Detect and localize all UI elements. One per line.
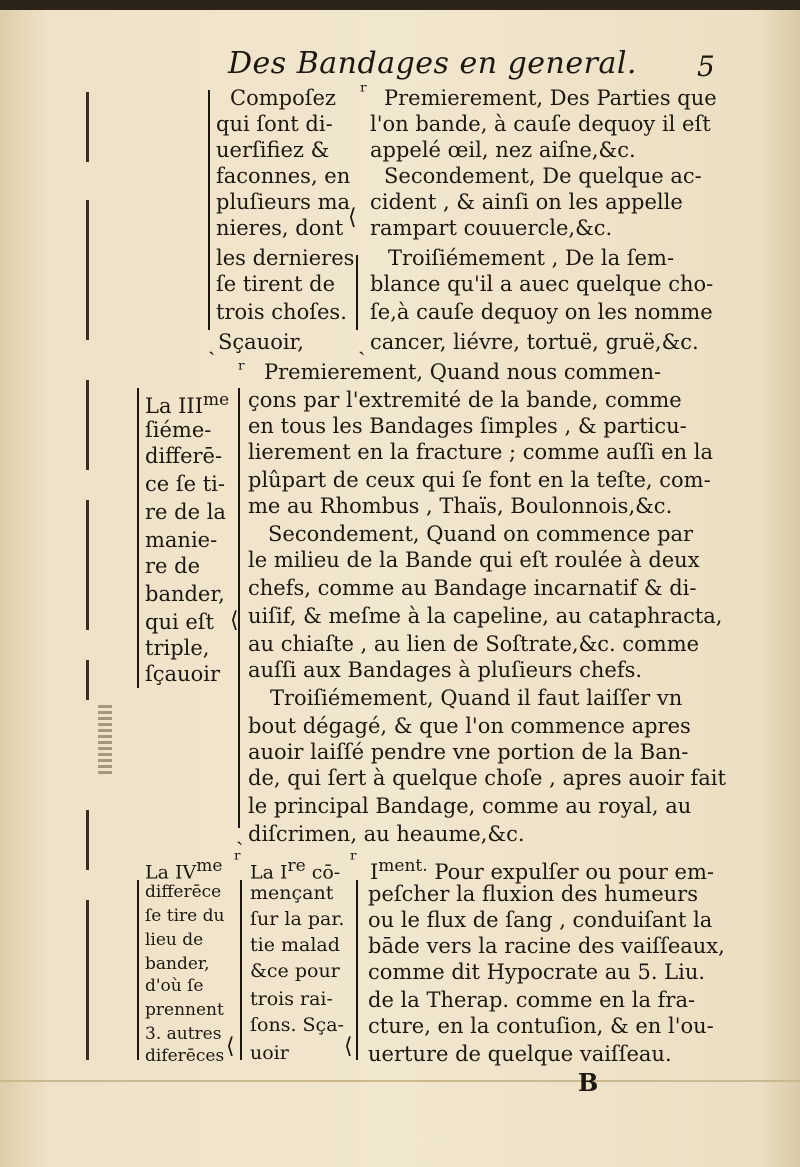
text-line: uiſif, & meſme à la capeline, au cataphracta,: [248, 604, 723, 628]
text-line: le milieu de la Bande qui eſt roulée à deux: [248, 548, 700, 572]
text-line: differēce: [145, 882, 222, 902]
text-line: blance qu'il a auec quelque cho-: [370, 272, 714, 296]
text-line: uerſifiez &: [216, 138, 330, 162]
text-line: nieres, dont: [216, 216, 344, 240]
text-line: Premierement, Des Parties que: [384, 86, 717, 110]
bracket-line: [356, 255, 358, 330]
text-line: ou le flux de ſang , conduiſant la: [368, 908, 713, 932]
text-line: ſe tire du: [145, 906, 225, 926]
text-line: manie-: [145, 528, 218, 552]
text-line: qui ſont di-: [216, 112, 333, 136]
text-line: Compoſez: [230, 86, 336, 110]
brace-middle: ⟨: [226, 1034, 235, 1059]
text-line: La $IV^{me}$: [145, 856, 223, 884]
text-line: auoir laiſſé pendre vne portion de la Ban-: [248, 740, 689, 764]
text-line: bander,: [145, 954, 210, 974]
brace-middle: ⟨: [348, 205, 357, 230]
text-line: ſçauoir: [145, 662, 220, 686]
text-line: trois rai-: [250, 988, 333, 1010]
text-line: ce ſe ti-: [145, 472, 225, 496]
text-line: Secondement, Quand on commence par: [268, 522, 694, 546]
margin-rule: [86, 500, 89, 630]
text-line: bāde vers la racine des vaiſſeaux,: [368, 934, 725, 958]
brace-bottom: ˎ: [236, 821, 244, 846]
text-line: Troiſiémement , De la ſem-: [388, 246, 675, 270]
margin-rule: [86, 380, 89, 470]
text-line: uoir: [250, 1042, 289, 1064]
brace-bottom: ˎ: [208, 331, 216, 356]
text-line: bout dégagé, & que l'on commence apres: [248, 714, 691, 738]
text-line: les dernieres: [216, 246, 355, 270]
margin-rule: [86, 92, 89, 162]
text-line: de, qui ſert à quelque choſe , apres auoir fait: [248, 766, 726, 790]
text-line: le principal Bandage, comme au royal, au: [248, 794, 692, 818]
text-line: diferēces: [145, 1046, 225, 1066]
text-line: Secondement, De quelque ac-: [384, 164, 702, 188]
text-line: re de: [145, 554, 201, 578]
text-line: ſiéme-: [145, 418, 212, 442]
brace-top: ʳ: [360, 80, 368, 105]
text-line: comme dit Hypocrate au 5. Liu.: [368, 960, 706, 984]
text-line: de la Therap. comme en la fra-: [368, 988, 696, 1012]
text-line: lierement en la fracture ; comme auſſi en la: [248, 440, 713, 464]
text-line: &ce pour: [250, 960, 340, 982]
margin-rule: [86, 900, 89, 1060]
text-line: ſons. Sça-: [250, 1014, 344, 1036]
text-line: tie malad: [250, 934, 340, 956]
text-line: trois choſes.: [216, 300, 347, 324]
text-line: ſe tirent de: [216, 272, 336, 296]
text-line: me au Rhombus , Thaïs, Boulonnois,&c.: [248, 494, 673, 518]
text-line: re de la: [145, 500, 226, 524]
bracket-line: [137, 388, 139, 688]
text-line: cident , & ainſi on les appelle: [370, 190, 683, 214]
text-line: qui eſt: [145, 610, 214, 634]
bracket-line: [240, 880, 242, 1060]
text-line: cture, en la contuſion, & en l'ou-: [368, 1014, 714, 1038]
text-line: triple,: [145, 636, 210, 660]
margin-rule: [86, 660, 89, 700]
text-line: uerture de quelque vaiſſeau.: [368, 1042, 672, 1066]
brace-middle: ⟨: [230, 608, 239, 633]
text-line: bander,: [145, 582, 225, 606]
text-line: pluſieurs ma: [216, 190, 351, 214]
text-line: ſur la par.: [250, 908, 345, 930]
text-line: auſſi aux Bandages à pluſieurs chefs.: [248, 658, 643, 682]
text-line: rampart couuercle,&c.: [370, 216, 613, 240]
text-line: diſcrimen, au heaume,&c.: [248, 822, 525, 846]
bracket-line: [137, 880, 139, 1060]
page-top-edge: [0, 0, 800, 10]
text-line: Troiſiémement, Quand il faut laiſſer vn: [270, 686, 683, 710]
text-line: en tous les Bandages ſimples , & particu-: [248, 414, 687, 438]
brace-middle: ⟨: [344, 1034, 353, 1059]
text-line: d'où ſe: [145, 976, 204, 996]
text-line: Premierement, Quand nous commen-: [264, 360, 662, 384]
text-line: appelé œil, nez aiſne,&c.: [370, 138, 636, 162]
brace-top: ʳ: [238, 358, 246, 383]
margin-rule: [86, 200, 89, 340]
text-line: ſe,à cauſe dequoy on les nomme: [370, 300, 713, 324]
text-line: prennent: [145, 1000, 224, 1020]
text-line: 3. autres: [145, 1024, 222, 1044]
brace-top: ʳ: [234, 848, 242, 873]
text-line: au chiaſte , au lien de Soſtrate,&c. comme: [248, 632, 700, 656]
text-line: differē-: [145, 444, 223, 468]
text-line: plûpart de ceux qui ſe font en la teſte, com-: [248, 468, 711, 492]
text-line: $I^{ment.}$ Pour expulſer ou pour em-: [370, 856, 714, 884]
text-line: çons par l'extremité de la bande, comme: [248, 388, 682, 412]
bracket-line: [208, 90, 210, 330]
signature-mark: B: [578, 1068, 599, 1097]
text-line: lieu de: [145, 930, 204, 950]
text-line: peſcher la fluxion des humeurs: [368, 882, 698, 906]
margin-rule: [86, 810, 89, 870]
text-line: l'on bande, à cauſe dequoy il eſt: [370, 112, 711, 136]
bracket-line: [356, 880, 358, 1060]
text-line: mençant: [250, 882, 334, 904]
folio-number: 5: [697, 50, 715, 83]
library-stamp: [98, 705, 112, 777]
text-line: La $III^{me}$: [145, 390, 230, 418]
text-line: chefs, comme au Bandage incarnatif & di-: [248, 576, 697, 600]
text-line: La Ire cō-: [250, 856, 341, 884]
brace-bottom: ˎ: [358, 331, 366, 356]
brace-top: ʳ: [350, 848, 358, 873]
page-fold-line: [0, 1080, 800, 1082]
text-line: faconnes, en: [216, 164, 351, 188]
text-line: Sçauoir,: [218, 330, 304, 354]
running-head: Des Bandages en general.: [228, 46, 637, 81]
text-line: cancer, liévre, tortuë, gruë,&c.: [370, 330, 699, 354]
